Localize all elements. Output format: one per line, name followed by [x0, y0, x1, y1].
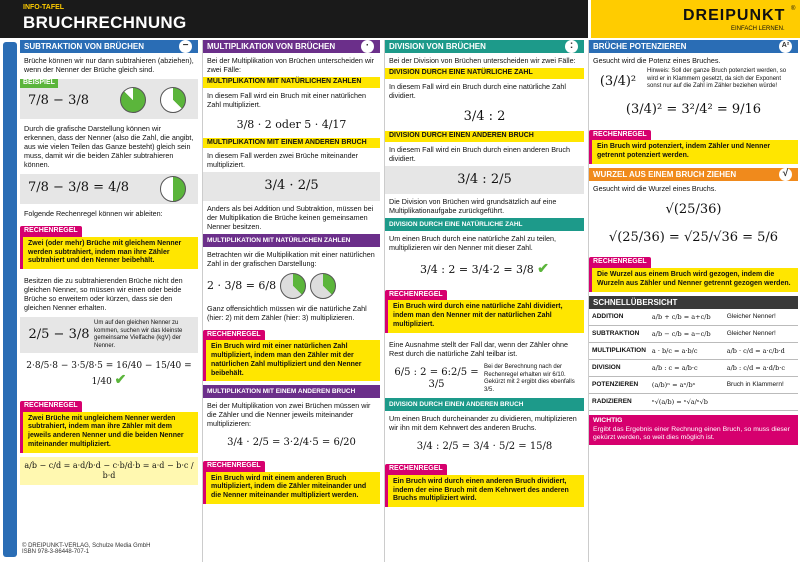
root-icon: √ — [779, 168, 792, 181]
intro-text-2: Gesucht wird die Wurzel eines Bruchs. — [593, 183, 717, 193]
example-formula-4: √(25/36) = √25/√36 = 5/6 — [608, 230, 779, 245]
example-formula: 3/8 · 2 oder 5 · 4/17 — [236, 117, 347, 131]
column-powers — [588, 40, 798, 562]
example-formula-3: 2/5 − 3/8 — [28, 326, 90, 342]
intro-text: Bei der Multiplikation von Brüchen unterscheiden wir zwei Fälle: — [207, 56, 374, 74]
note-text: Anders als bei Addition und Subtraktion, müssen bei der Multiplikation die Brüche keinen gemeinsamen Nenner besitzen. — [207, 203, 374, 231]
example-formula-2: (3/4)² = 3²/4² = 9/16 — [625, 102, 762, 118]
important-text: Ergibt das Ergebnis einer Rechnung einen Bruch, so muss dieser gekürzt werden, so weit dies möglich ist. — [593, 425, 790, 442]
example-formula-3: 2 · 3/8 = 6/8 — [207, 278, 277, 292]
subsection-natural: DIVISION DURCH EINE NATÜRLICHE ZAHL — [385, 68, 584, 79]
example-formula-2: 7/8 − 3/8 = 4/8 — [28, 180, 130, 195]
table-row: RADIZIEREN ⁿ√(a/b) = ⁿ√a/ⁿ√b — [589, 394, 798, 411]
power-icon: A² — [779, 40, 792, 53]
minus-icon: − — [179, 40, 192, 53]
table-row: SUBTRAKTION a/b − c/b = a−c/b Gleicher Nenner! — [589, 325, 798, 342]
check-icon: ✔ — [537, 261, 549, 277]
intro-text: Brüche können wir nur dann subtrahieren (abziehen), wenn der Nenner der Brüche gleich sind. — [24, 56, 194, 74]
example-formula: 3/4 : 2 — [463, 108, 506, 124]
unequal-text: Besitzen die zu subtrahierenden Brüche nicht den gleichen Nenner, so müssen wir einen oder beide Brüche so erweitern oder kürzen, dass sie den gleichen Nenner erhalten. — [24, 276, 183, 312]
general-formula: a/b − c/d = a·d/b·d − c·b/d·b = a·d − b·c / b·d — [20, 457, 198, 485]
table-row: DIVISION a/b : c = a/b·c a/b : c/d = a·d/b·c — [589, 359, 798, 376]
pie-three-eighths — [310, 273, 336, 299]
section-header: BRÜCHE POTENZIEREN A² — [589, 40, 798, 53]
important-label: WICHTIG — [593, 417, 623, 425]
logo-slogan: EINFACH LERNEN. — [731, 26, 785, 32]
subsection-bar-2: MULTIPLIKATION MIT EINEM ANDEREN BRUCH — [203, 385, 380, 398]
pie-three-eighths — [280, 273, 306, 299]
example-formula-2: 3/4 · 2/5 — [203, 172, 380, 200]
sub-text: In diesem Fall wird ein Bruch durch eine natürliche Zahl dividiert. — [389, 81, 566, 100]
example-formula-2: 3/4 : 2/5 — [385, 166, 584, 194]
table-row: POTENZIEREN (a/b)ⁿ = aⁿ/bⁿ Bruch in Klammern! — [589, 377, 798, 394]
example-formula: (3/4)² — [599, 74, 637, 89]
rule-box: RECHENREGEL Ein Bruch wird potenziert, indem Zähler und Nenner getrennt potenziert werden. — [589, 129, 798, 164]
example-box — [20, 79, 198, 119]
example-formula-4: 2·8/5·8 − 3·5/8·5 = 16/40 − 15/40 = 1/40 ✔ — [26, 361, 192, 389]
subsection-bar: MULTIPLIKATION MIT NATÜRLICHEN ZAHLEN — [203, 234, 380, 247]
subsection-fraction: MULTIPLIKATION MIT EINEM ANDEREN BRUCH — [203, 138, 380, 149]
kgv-text: Um auf den gleichen Nenner zu kommen, suchen wir das kleinste gemeinsame Vielfache (kgV) der Nenner. — [94, 320, 183, 349]
divide-icon: : — [565, 40, 578, 53]
logo-reg: ® — [791, 6, 796, 12]
rule-box-2: RECHENREGEL Die Wurzel aus einem Bruch wird gezogen, indem die Wurzeln aus Zähler und Nenner getrennt gezogen werden. — [589, 256, 798, 291]
overview-table — [589, 309, 798, 412]
explanation-text: Durch die grafische Darstellung können wir erkennen, dass der Nenner (also die Zahl, die angibt, aus wie vielen Teilen das Ganze besteht) gleich sein muss, damit wir die beiden Zähler subtrahieren können. — [24, 124, 194, 169]
section-header-2: WURZEL AUS EINEM BRUCH ZIEHEN √ — [589, 168, 798, 181]
header-kicker: INFO-TAFEL — [23, 4, 65, 11]
check-icon: ✔ — [114, 372, 127, 389]
page-title: BRUCHRECHNUNG — [23, 13, 187, 32]
explanation-text: Ganz offensichtlich müssen wir die natürliche Zahl (hier: 2) mit dem Zähler (hier: 3) multiplizieren. — [207, 303, 367, 322]
rule-box: RECHENREGEL Ein Bruch wird durch eine natürliche Zahl dividiert, indem man den Nenner mit der natürlichen Zahl multipliziert. — [385, 289, 584, 333]
example-box-2 — [20, 174, 198, 204]
sub-text: Bei der Multiplikation von zwei Brüchen müssen wir die Zähler und die Nenner jeweils miteinander multiplizieren: — [207, 401, 371, 429]
beispiel-label: BEISPIEL — [20, 79, 58, 88]
sub-text: Betrachten wir die Multiplikation mit einer natürlichen Zahl in der grafischen Darstellung: — [207, 249, 375, 268]
rule-box: RECHENREGEL Zwei (oder mehr) Brüche mit gleichem Nenner werden subtrahiert, indem man ihre Zähler subtrahiert und den Nenner beibehält. — [20, 225, 198, 269]
copyright: © DREIPUNKT-VERLAG, Schulze Media GmbH ISBN 978-3-86448-707-1 — [22, 543, 151, 555]
hint-row — [589, 68, 798, 96]
derive-text: Folgende Rechenregel können wir ableiten: — [24, 209, 163, 218]
logo — [588, 0, 800, 38]
section-header: SUBTRAKTION VON BRÜCHEN − — [20, 40, 198, 53]
sidebar-stripe — [3, 42, 17, 557]
rule-box-2: RECHENREGEL Ein Bruch wird durch einen anderen Bruch dividiert, indem der eine Bruch mit dem Kehrwert des anderen Bruchs multipliziert wird. — [385, 463, 584, 507]
column-division — [384, 40, 584, 562]
subsection-natural: MULTIPLIKATION MIT NATÜRLICHEN ZAHLEN — [203, 77, 380, 88]
sub-text: Um einen Bruch durcheinander zu dividieren, multiplizieren wir ihn mit dem Kehrwert des anderen Bruchs. — [389, 413, 577, 432]
example-formula-4: 6/5 : 2 = 6:2/5 = 3/5 — [394, 366, 479, 390]
important-box — [589, 415, 798, 444]
rule-box: RECHENREGEL Ein Bruch wird mit einer natürlichen Zahl multipliziert, indem man den Zähler mit der natürlichen Zahl multipliziert und den Nenner beibehält. — [203, 329, 380, 382]
example-box-3 — [20, 317, 198, 353]
overview-header: SCHNELLÜBERSICHT — [589, 296, 798, 309]
table-row: ADDITION a/b + c/b = a+c/b Gleicher Nenner! — [589, 309, 798, 326]
column-multiplication — [202, 40, 380, 562]
exception-text: Eine Ausnahme stellt der Fall dar, wenn der Zähler ohne Rest durch die natürliche Zahl teilbar ist. — [389, 339, 568, 358]
column-subtraction — [20, 40, 198, 562]
sub-text: Bei der Berechnung nach der Rechenregel erhalten wir 6/10. Gekürzt mit 2 ergibt dies ebenfalls 3/5. — [484, 364, 575, 393]
table-row: MULTIPLIKATION a · b/c = a·b/c a/b · c/d = a·c/b·d — [589, 342, 798, 359]
pie-four-eighths — [160, 176, 186, 202]
intro-text: Bei der Division von Brüchen unterscheiden wir zwei Fälle: — [389, 56, 576, 65]
rule-box-2: RECHENREGEL Ein Bruch wird mit einem anderen Bruch multipliziert, indem die Zähler miteinander und die Nenner miteinander multipliziert werden. — [203, 460, 380, 504]
pie-three-eighths — [160, 87, 186, 113]
example-formula-5: 3/4 : 2/5 = 3/4 · 5/2 = 15/8 — [416, 440, 553, 452]
example-formula: 7/8 − 3/8 — [28, 93, 90, 108]
example-formula-3: √(25/36) — [665, 201, 722, 217]
sub-text: In diesem Fall werden zwei Brüche miteinander multipliziert. — [207, 151, 359, 170]
example-formula-4: 3/4 · 2/5 = 3·2/4·5 = 6/20 — [227, 437, 356, 449]
note-text: Die Division von Brüchen wird grundsätzlich auf eine Multiplikationaufgabe zurückgeführt. — [389, 197, 557, 215]
logo-name: DREIPUNKT — [683, 7, 786, 24]
intro-text: Gesucht wird die Potenz eines Bruches. — [593, 56, 721, 65]
example-row — [203, 271, 380, 301]
example-row — [385, 361, 584, 398]
pie-seven-eighths — [120, 87, 146, 113]
subsection-fraction: DIVISION DURCH EINEN ANDEREN BRUCH — [385, 131, 584, 142]
sub-text: In diesem Fall wird ein Bruch mit einer natürlichen Zahl multipliziert. — [207, 90, 366, 109]
section-header: MULTIPLIKATION VON BRÜCHEN · — [203, 40, 380, 53]
sub-text: In diesem Fall wird ein Bruch durch einen anderen Bruch dividiert. — [389, 144, 570, 163]
subsection-bar-2: DIVISION DURCH EINEN ANDEREN BRUCH — [385, 398, 584, 411]
rule-box-2: RECHENREGEL Zwei Brüche mit ungleichem Nenner werden subtrahiert, indem man ihre Zähler mit dem jeweils anderen Nenner und die beiden Nenner miteinander multipliziert. — [20, 400, 198, 453]
section-header: DIVISION VON BRÜCHEN : — [385, 40, 584, 53]
subsection-bar: DIVISION DURCH EINE NATÜRLICHE ZAHL — [385, 218, 584, 231]
hint-text: Hinweis: Soll der ganze Bruch potenziert werden, so wird er in Klammern gesetzt, da sich der Exponent sonst nur auf die Zahl im Zähler beziehen würde! — [647, 68, 787, 89]
multiply-icon: · — [361, 40, 374, 53]
example-formula-3: 3/4 : 2 = 3/4·2 = 3/8 ✔ — [420, 261, 549, 277]
sub-text: Um einen Bruch durch eine natürliche Zahl zu teilen, multiplizieren wir den Nenner mit dieser Zahl. — [389, 234, 557, 252]
